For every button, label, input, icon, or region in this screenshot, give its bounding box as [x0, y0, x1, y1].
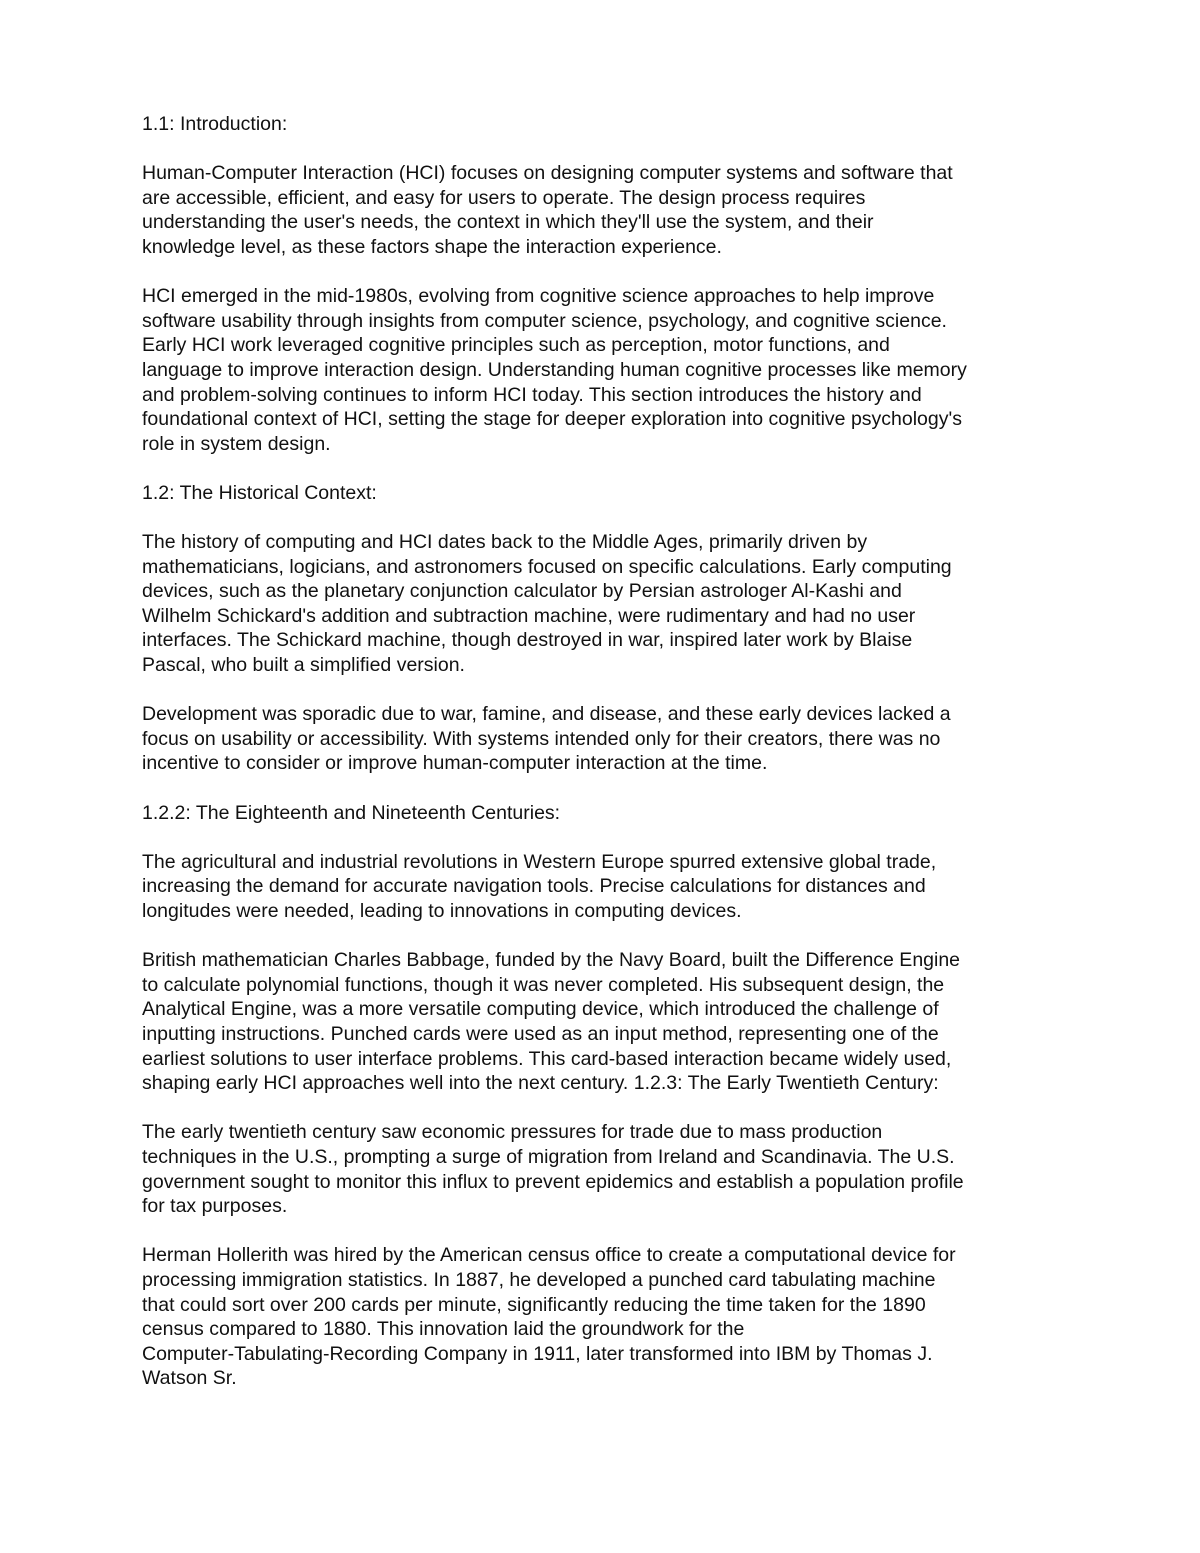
paragraph-babbage: British mathematician Charles Babbage, funded by the Navy Board, built the Difference Engine to calculate polynomial functions, though it was never completed. His subsequent design, the Analytical Engine, was a more versatile computing device, which introduced the challenge of inputting instructions. Punched cards were used as an input method, representing one of the earliest solutions to user interface problems. This card-based interaction became widely used, shaping early HCI approaches well into the next century. 1.2.3: The Early Twentieth Century: [142, 949, 961, 1095]
paragraph-sporadic-development: Development was sporadic due to war, famine, and disease, and these early devices lacked a focus on usability or accessibility. With systems intended only for their creators, there was no incentive to consider or improve human-computer interaction at the time. [142, 703, 951, 775]
section-heading-introduction: 1.1: Introduction: [142, 113, 288, 135]
paragraph-hci-definition: Human-Computer Interaction (HCI) focuses on designing computer systems and software that are accessible, efficient, and easy for users to operate. The design process requires understanding the user's needs, the context in which they'll use the system, and their knowledge level, as these factors shape the interaction experience. [142, 162, 953, 258]
section-heading-eighteenth-nineteenth: 1.2.2: The Eighteenth and Nineteenth Centuries: [142, 801, 561, 824]
document-page [142, 112, 1062, 1415]
paragraph-revolutions: The agricultural and industrial revolutions in Western Europe spurred extensive global trade, increasing the demand for accurate navigation tools. Precise calculations for distances and longitudes were needed, leading to innovations in computing devices. [142, 850, 937, 922]
paragraph-hci-emergence: HCI emerged in the mid-1980s, evolving from cognitive science approaches to help improve software usability through insights from computer science, psychology, and cognitive science. Early HCI work leveraged cognitive principles such as perception, motor functions, and language to improve interaction design. Understanding human cognitive processes like memory and problem-solving continues to inform HCI today. This section introduces the history and foundational context of HCI, setting the stage for deeper exploration into cognitive psychology's role in system design. [142, 285, 967, 455]
paragraph-hollerith: Herman Hollerith was hired by the American census office to create a computational device for processing immigration statistics. In 1887, he developed a punched card tabulating machine that could sort over 200 cards per minute, significantly reducing the time taken for the 1890 census compared to 1880. This innovation laid the groundwork for the Computer-Tabulating-Recording Company in 1911, later transformed into IBM by Thomas J. Watson Sr. [142, 1244, 956, 1390]
paragraph-twentieth-century: The early twentieth century saw economic pressures for trade due to mass production techniques in the U.S., prompting a surge of migration from Ireland and Scandinavia. The U.S. government sought to monitor this influx to prevent epidemics and establish a population profile for tax purposes. [142, 1121, 964, 1218]
section-heading-historical-context: 1.2: The Historical Context: [142, 481, 377, 504]
paragraph-middle-ages: The history of computing and HCI dates back to the Middle Ages, primarily driven by mathematicians, logicians, and astronomers focused on specific calculations. Early computing devices, such as the planetary conjunction calculator by Persian astrologer Al-Kashi and Wilhelm Schickard's addition and subtraction machine, were rudimentary and had no user interfaces. The Schickard machine, though destroyed in war, inspired later work by Blaise Pascal, who built a simplified version. [142, 531, 952, 677]
